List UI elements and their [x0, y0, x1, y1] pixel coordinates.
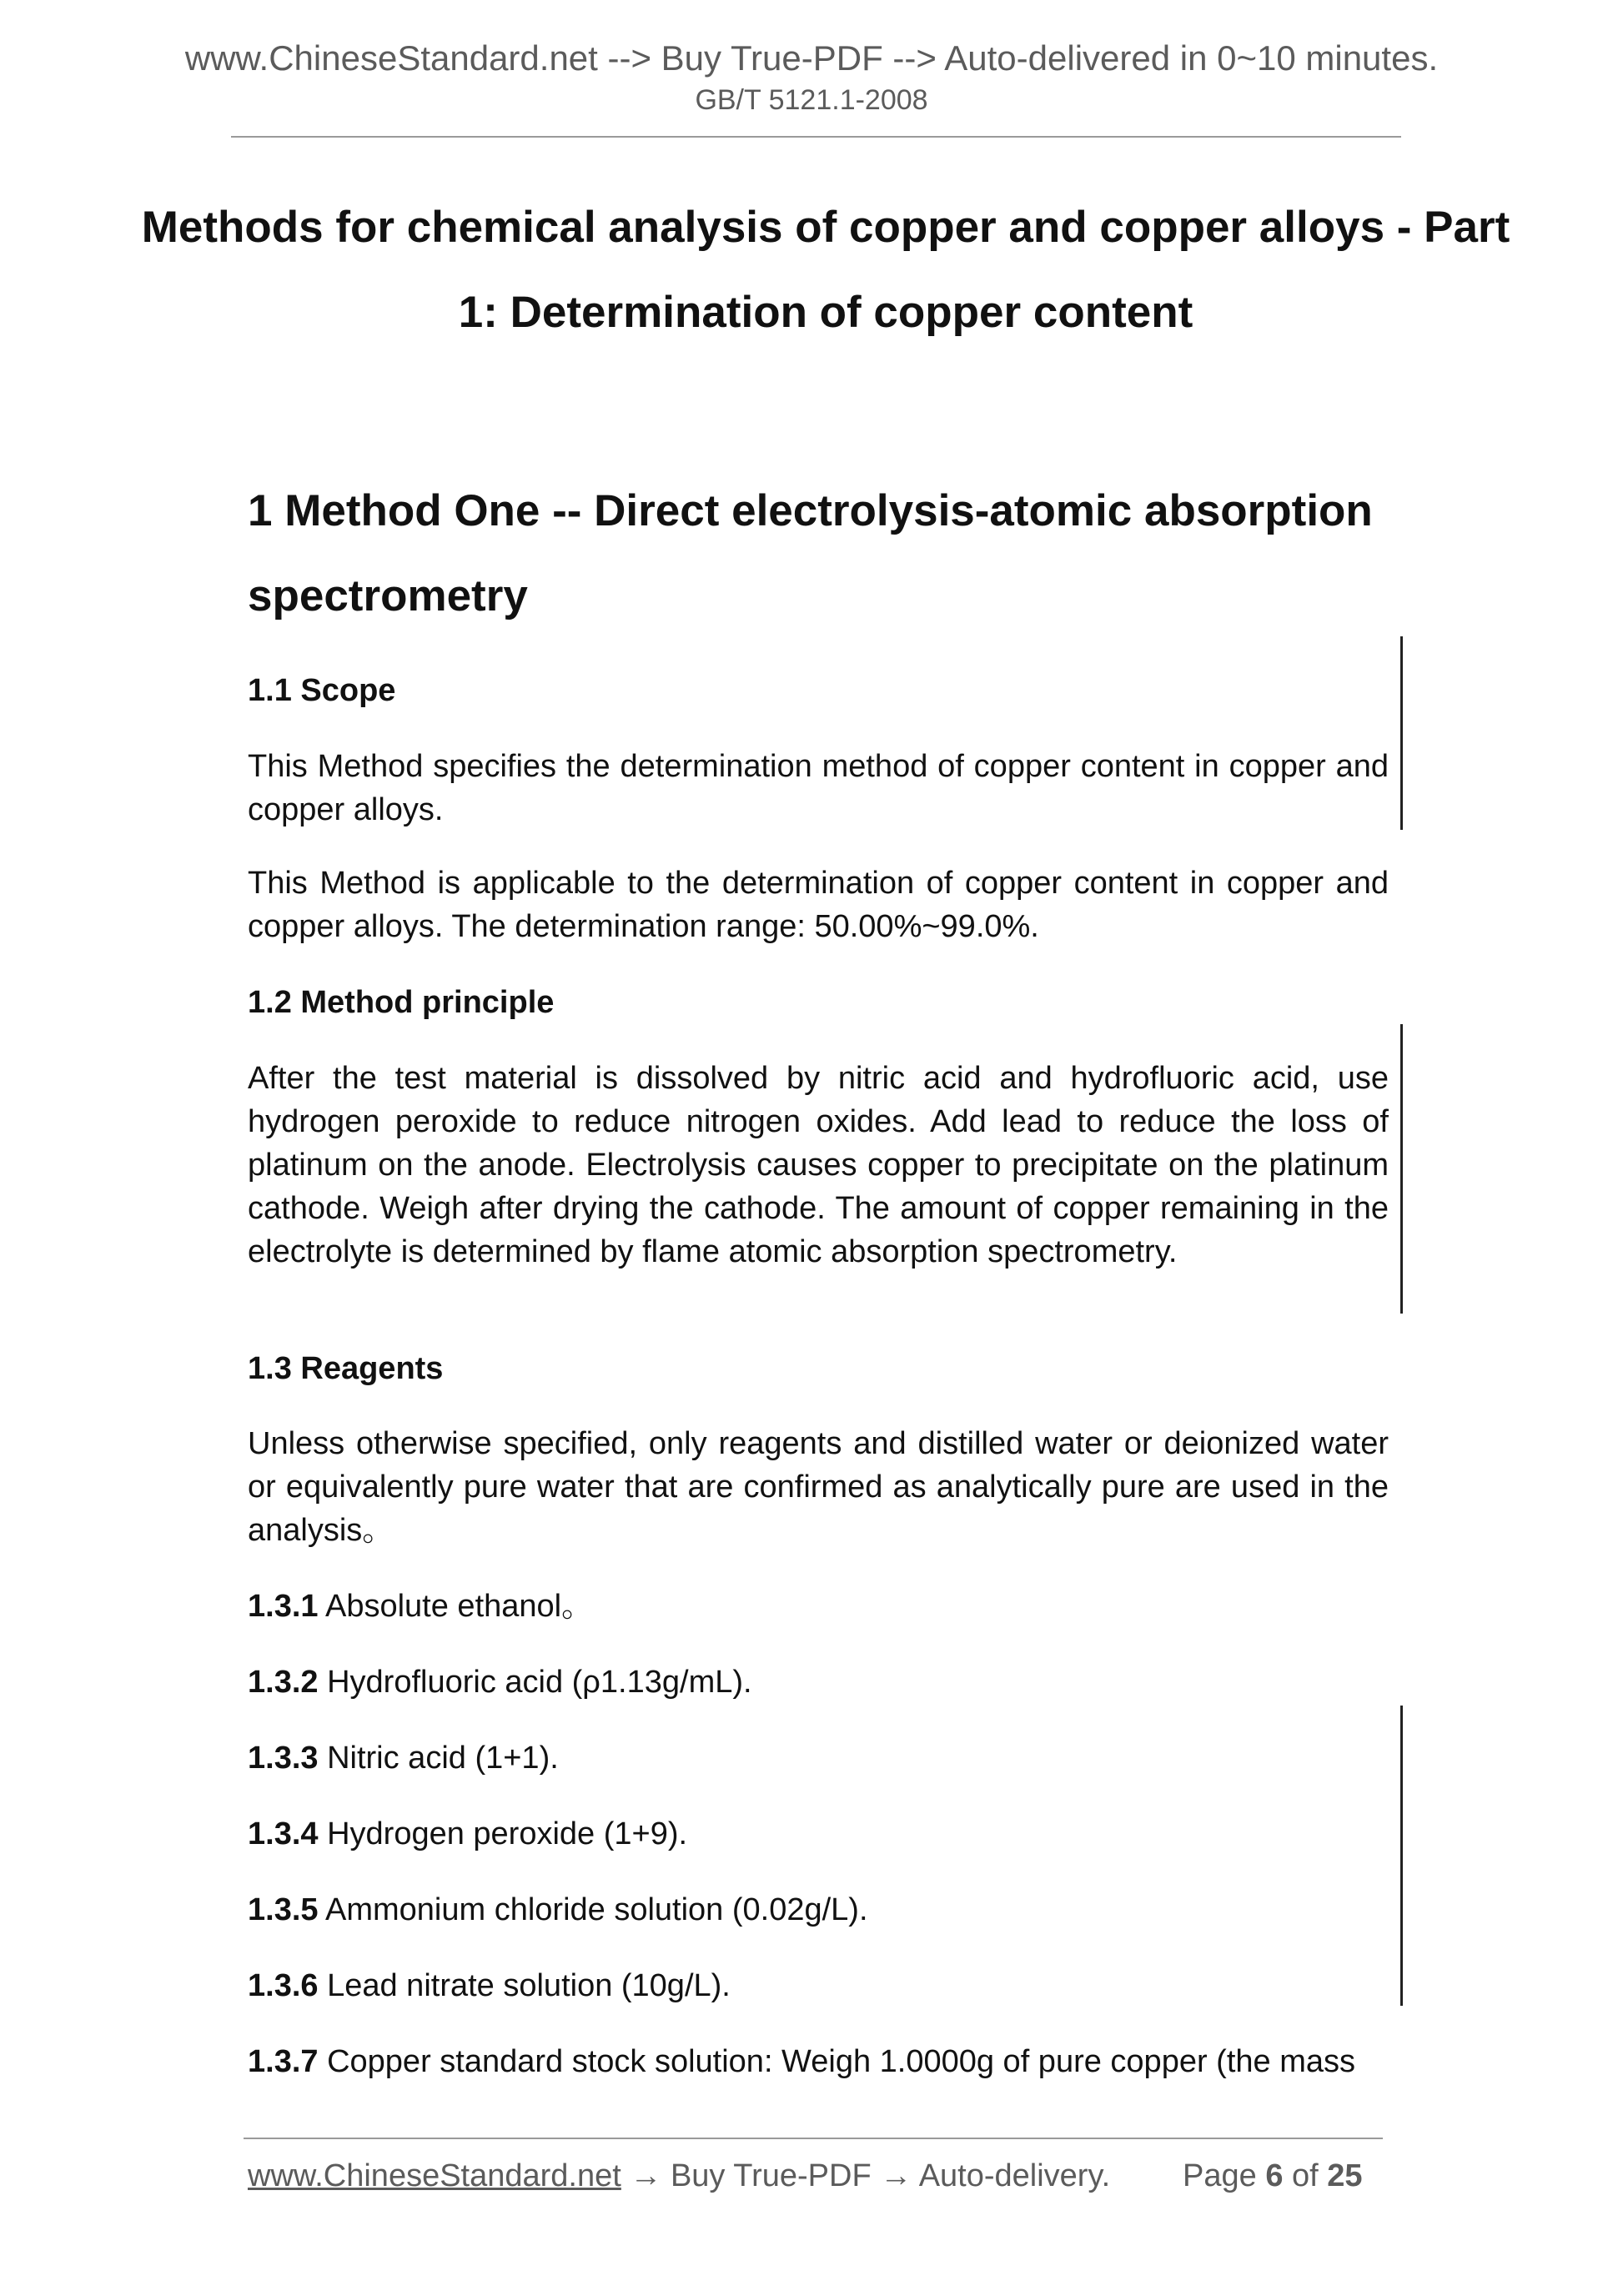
- scope-paragraph-2: This Method is applicable to the determination of copper content in copper and copper alloys. The determination range: 50.00%~99.0%.: [248, 866, 1389, 944]
- reagent-item: [248, 1891, 868, 1929]
- reagents-paragraph: Unless otherwise specified, only reagents and distilled water or deionized water or equivalently pure water that are confirmed as analytically pure are used in the analysis。: [248, 1426, 1389, 1548]
- reagent-item: [248, 1663, 752, 1701]
- page-total: 25: [1327, 2158, 1363, 2193]
- reagent-item-number: 1.3.5: [248, 1892, 319, 1927]
- reagent-item-text: Absolute ethanol。: [318, 1589, 594, 1624]
- reagent-item: [248, 1815, 687, 1853]
- reagent-item-number: 1.3.4: [248, 1816, 319, 1851]
- reagent-item-number: 1.3.3: [248, 1741, 319, 1776]
- reagent-item: [248, 2042, 1355, 2081]
- header-banner: www.ChineseStandard.net --> Buy True-PDF --> Auto-delivered in 0~10 minutes.: [184, 38, 1439, 78]
- reagent-item: [248, 1587, 593, 1625]
- standard-code: GB/T 5121.1-2008: [695, 84, 928, 116]
- reagent-item-text: Nitric acid (1+1).: [318, 1741, 559, 1776]
- reagent-item-text: Copper standard stock solution: Weigh 1.0000g of pure copper (the mass: [318, 2044, 1355, 2079]
- footer-promo: [248, 2157, 1110, 2195]
- header-divider: [231, 136, 1401, 138]
- reagent-item: [248, 1739, 559, 1777]
- reagent-item-number: 1.3.6: [248, 1968, 319, 2003]
- reagent-item-number: 1.3.1: [248, 1589, 319, 1624]
- reagent-item-number: 1.3.2: [248, 1665, 319, 1700]
- revision-change-bar: [1400, 1024, 1403, 1314]
- scope-paragraph-1: This Method specifies the determination method of copper content in copper and copper alloys.: [248, 749, 1389, 827]
- page-current: 6: [1265, 2158, 1284, 2193]
- page-of-label: of: [1283, 2158, 1328, 2193]
- reagent-item-text: Hydrofluoric acid (ρ1.13g/mL).: [318, 1665, 752, 1700]
- page-label: Page: [1183, 2158, 1266, 2193]
- footer-tagline: → Buy True-PDF → Auto-delivery.: [621, 2158, 1111, 2193]
- page-indicator: [1183, 2157, 1363, 2195]
- footer-site-link[interactable]: www.ChineseStandard.net: [248, 2158, 621, 2193]
- reagent-item-text: Lead nitrate solution (10g/L).: [318, 1968, 731, 2003]
- reagent-item-text: Hydrogen peroxide (1+9).: [318, 1816, 688, 1851]
- revision-change-bar: [1400, 636, 1403, 830]
- reagent-item: [248, 1967, 731, 2005]
- reagents-heading: 1.3 Reagents: [248, 1351, 444, 1386]
- scope-heading: 1.1 Scope: [248, 673, 396, 708]
- reagent-item-number: 1.3.7: [248, 2044, 319, 2079]
- revision-change-bar: [1400, 1706, 1403, 2006]
- footer-divider: [244, 2138, 1383, 2139]
- section-heading: 1 Method One -- Direct electrolysis-atomic absorption spectrometry: [248, 486, 1373, 620]
- principle-paragraph: After the test material is dissolved by nitric acid and hydrofluoric acid, use hydrogen peroxide to reduce nitrogen oxides. Add lead to reduce the loss of platinum on the anode. Electrolysis causes copper to precipitate on the platinum cathode. Weigh after drying the cathode. The amount of copper remaining in the electrolyte is determined by flame atomic absorption spectrometry.: [248, 1061, 1389, 1269]
- reagent-item-text: Ammonium chloride solution (0.02g/L).: [318, 1892, 868, 1927]
- document-title: Methods for chemical analysis of copper and copper alloys - Part 1: Determination of copper content: [141, 203, 1510, 337]
- principle-heading: 1.2 Method principle: [248, 985, 555, 1020]
